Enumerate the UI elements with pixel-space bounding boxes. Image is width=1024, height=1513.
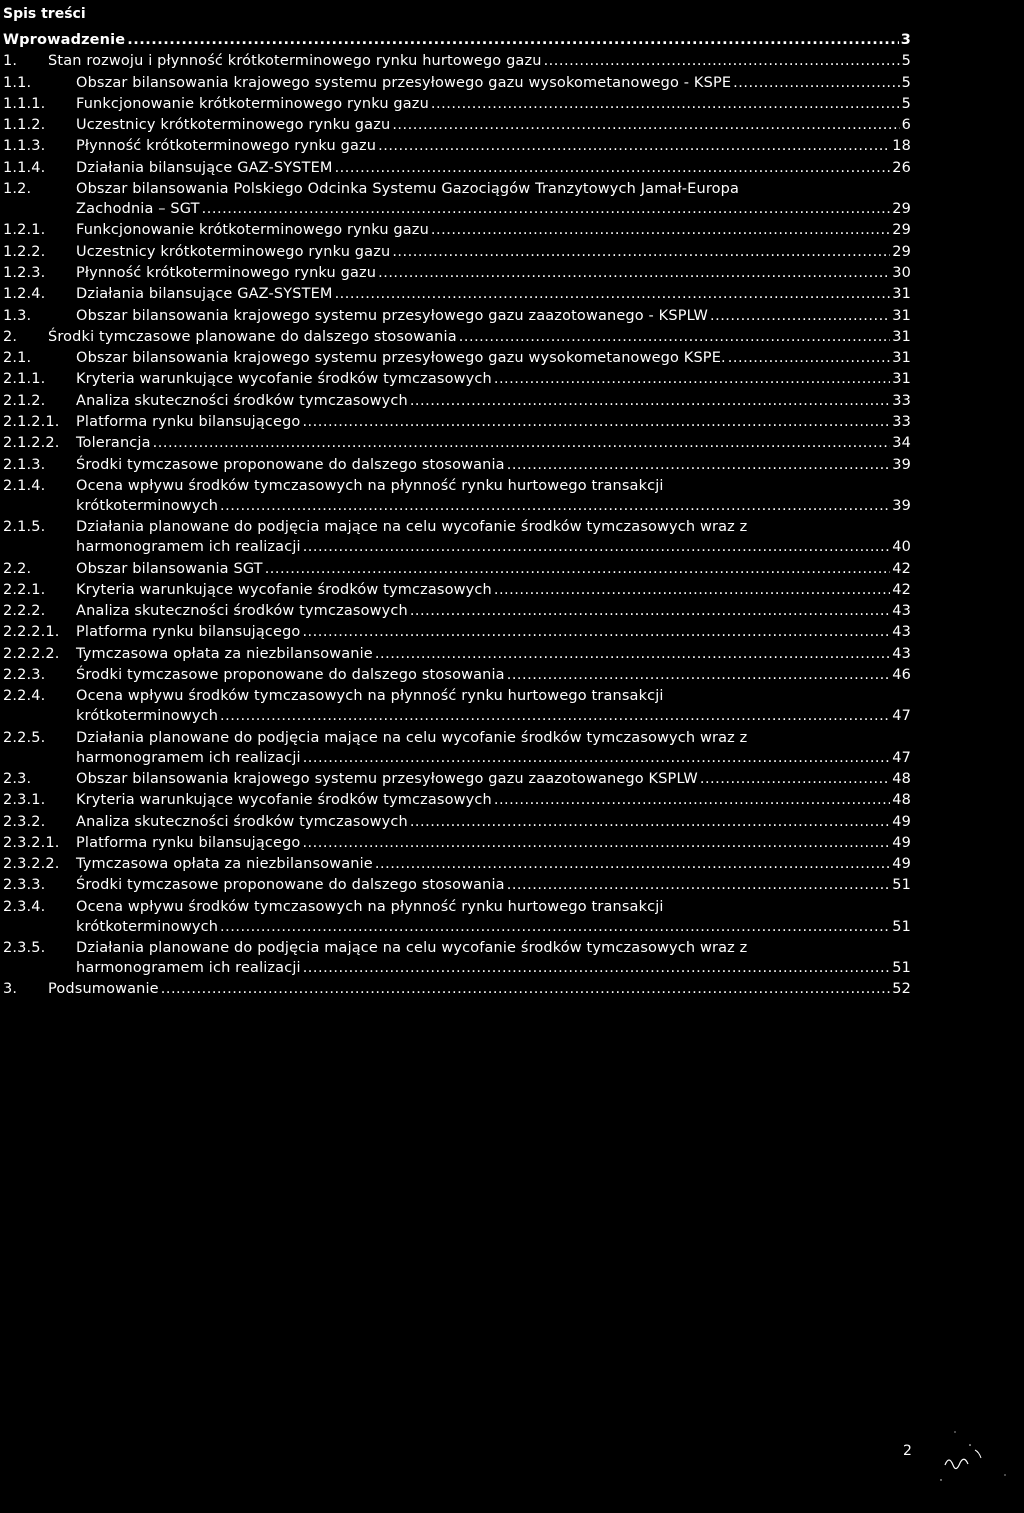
dot-leader xyxy=(220,496,890,516)
toc-entry-title-block xyxy=(76,476,911,516)
toc-entry-title: Tolerancja xyxy=(76,435,151,452)
toc-entry-page: 18 xyxy=(892,138,911,155)
dot-leader xyxy=(392,115,899,135)
toc-entry-title: Obszar bilansowania krajowego systemu przesyłowego gazu wysokometanowego KSPE. xyxy=(76,350,726,367)
dot-leader xyxy=(302,412,890,432)
toc-entry[interactable] xyxy=(0,622,1024,643)
toc-entry-page: 34 xyxy=(892,435,911,452)
toc-entry-title: Działania planowane do podjęcia mające na celu wycofanie środków tymczasowych wraz z xyxy=(76,939,748,956)
toc-entry-title-block xyxy=(76,220,911,240)
toc-entry-title-continued: harmonogramem ich realizacji xyxy=(76,959,301,976)
toc-entry-title-continued: krótkoterminowych xyxy=(76,918,219,935)
toc-entry-title-block xyxy=(76,875,911,895)
toc-entry-title-block xyxy=(76,136,911,156)
toc-entry-page: 31 xyxy=(892,328,911,345)
toc-entry-page: 5 xyxy=(901,95,911,112)
toc-entry-page: 42 xyxy=(892,560,911,577)
toc-heading: Spis treści xyxy=(3,6,86,22)
toc-entry-page: 48 xyxy=(892,770,911,787)
toc-entry[interactable] xyxy=(0,263,1024,284)
dot-leader xyxy=(302,833,890,853)
toc-entry-title: Platforma rynku bilansującego xyxy=(76,624,301,641)
dot-leader xyxy=(392,242,890,262)
dot-leader xyxy=(507,665,891,685)
dot-leader xyxy=(153,433,891,453)
dot-leader xyxy=(335,284,891,304)
dot-leader xyxy=(507,455,891,475)
toc-entry-title-block xyxy=(76,833,911,853)
toc-entry-page: 51 xyxy=(892,877,911,894)
toc-entry[interactable] xyxy=(0,391,1024,412)
toc-entry-number: 1.2. xyxy=(3,181,32,198)
toc-entry-title: Stan rozwoju i płynność krótkoterminowego rynku hurtowego gazu xyxy=(48,53,542,70)
toc-entry-number: 2.1.2.1. xyxy=(3,414,60,431)
toc-entry-number: 1.2.3. xyxy=(3,264,46,281)
toc-entry-title: Kryteria warunkujące wycofanie środków tymczasowych xyxy=(76,371,492,388)
toc-entry-title: Platforma rynku bilansującego xyxy=(76,414,301,431)
toc-entry-number: 2.3.2. xyxy=(3,813,46,830)
toc-entry-title: Działania bilansujące GAZ-SYSTEM xyxy=(76,159,333,176)
toc-entry-page: 29 xyxy=(892,222,911,239)
toc-entry-title: Płynność krótkoterminowego rynku gazu xyxy=(76,138,377,155)
toc-entry-title-block xyxy=(76,728,911,768)
dot-leader xyxy=(431,220,890,240)
toc-entry-page: 33 xyxy=(892,414,911,431)
toc-entry-title-block xyxy=(76,158,911,178)
toc-entry-page: 26 xyxy=(892,159,911,176)
toc-entry-page: 51 xyxy=(892,918,911,935)
toc-entry-page: 6 xyxy=(901,117,911,134)
dot-leader xyxy=(202,199,891,219)
dot-leader xyxy=(410,812,890,832)
toc-entry-title: Analiza skuteczności środków tymczasowych xyxy=(76,603,408,620)
toc-entry-number: 2.3.2.2. xyxy=(3,856,60,873)
toc-entry-page: 49 xyxy=(892,813,911,830)
toc-entry-title: Wprowadzenie xyxy=(3,32,126,48)
toc-entry-number: 3. xyxy=(3,981,18,998)
dot-leader xyxy=(507,875,891,895)
toc-entry-number: 1.1.3. xyxy=(3,138,46,155)
toc-entry[interactable] xyxy=(0,833,1024,854)
toc-entry-number: 1.1.1. xyxy=(3,95,46,112)
dot-leader xyxy=(375,644,890,664)
dot-leader xyxy=(431,94,900,114)
toc-entry-title-block xyxy=(76,433,911,453)
toc-entry-number: 2.1.5. xyxy=(3,519,46,536)
dot-leader xyxy=(303,748,891,768)
toc-entry-title-block xyxy=(76,938,911,978)
toc-entry-title: Tymczasowa opłata za niezbilansowanie xyxy=(76,645,373,662)
toc-entry-number: 2. xyxy=(3,328,18,345)
dot-leader xyxy=(459,327,890,347)
toc-entry[interactable] xyxy=(0,115,1024,136)
toc-entry-title: Płynność krótkoterminowego rynku gazu xyxy=(76,264,377,281)
toc-entry-title-continued: krótkoterminowych xyxy=(76,497,219,514)
toc-entry-page: 29 xyxy=(892,201,911,218)
toc-entry-page: 5 xyxy=(901,74,911,91)
toc-entry[interactable] xyxy=(0,769,1024,790)
toc-entry-title: Analiza skuteczności środków tymczasowych xyxy=(76,813,408,830)
dot-leader xyxy=(375,854,890,874)
toc-entry-number: 1.2.4. xyxy=(3,286,46,303)
toc-entry-title-block xyxy=(76,284,911,304)
toc-entry[interactable] xyxy=(0,686,1024,727)
toc-entry-title-block xyxy=(76,897,911,937)
toc-entry[interactable] xyxy=(0,644,1024,665)
toc-entry-page: 43 xyxy=(892,603,911,620)
toc-entry-title-block xyxy=(76,179,911,219)
toc-entry[interactable] xyxy=(0,665,1024,686)
toc-entry-number: 1.1. xyxy=(3,74,32,91)
toc-entry-number: 2.1.2. xyxy=(3,392,46,409)
dot-leader xyxy=(544,51,900,71)
toc-entry-title-block xyxy=(48,327,911,347)
toc-entry-number: 2.2.4. xyxy=(3,688,46,705)
toc-entry-number: 2.3.3. xyxy=(3,877,46,894)
toc-entry-title-block xyxy=(76,769,911,789)
dot-leader xyxy=(303,537,891,557)
toc-entry-page: 31 xyxy=(892,371,911,388)
toc-entry[interactable] xyxy=(0,179,1024,220)
toc-entry-number: 2.1. xyxy=(3,350,32,367)
toc-entry-number: 2.2.3. xyxy=(3,667,46,684)
toc-entry-title-block xyxy=(76,94,911,114)
toc-entry-number: 2.1.3. xyxy=(3,456,46,473)
toc-entry-title-block xyxy=(76,412,911,432)
toc-entry-title-block xyxy=(76,601,911,621)
toc-entry-page: 31 xyxy=(892,286,911,303)
toc-entry-title: Analiza skuteczności środków tymczasowych xyxy=(76,392,408,409)
dot-leader xyxy=(220,706,890,726)
toc-entry-title-block xyxy=(76,559,911,579)
toc-entry-number: 2.1.2.2. xyxy=(3,435,60,452)
toc-entry-title: Tymczasowa opłata za niezbilansowanie xyxy=(76,856,373,873)
toc-entry-title-block xyxy=(76,369,911,389)
toc-entry-number: 2.2.2.1. xyxy=(3,624,60,641)
toc-entry-number: 2.2.2. xyxy=(3,603,46,620)
toc-entry[interactable] xyxy=(0,30,1024,51)
toc-entry[interactable] xyxy=(0,94,1024,115)
toc-entry-number: 2.3.2.1. xyxy=(3,834,60,851)
toc-entry-title: Kryteria warunkujące wycofanie środków tymczasowych xyxy=(76,792,492,809)
toc-entry-page: 33 xyxy=(892,392,911,409)
toc-entry[interactable] xyxy=(0,580,1024,601)
toc-entry-number: 2.3.1. xyxy=(3,792,46,809)
toc-entry-title-block xyxy=(76,790,911,810)
toc-entry-title-block xyxy=(76,622,911,642)
toc-entry-title: Ocena wpływu środków tymczasowych na płynność rynku hurtowego transakcji xyxy=(76,477,664,494)
dot-leader xyxy=(303,958,891,978)
toc-entry[interactable] xyxy=(0,601,1024,622)
toc-entry-number: 2.2. xyxy=(3,560,32,577)
toc-entry-title-block xyxy=(76,812,911,832)
toc-entry[interactable] xyxy=(0,327,1024,348)
toc-entry[interactable] xyxy=(0,790,1024,811)
toc-entry-page: 31 xyxy=(892,350,911,367)
toc-entry-title: Środki tymczasowe proponowane do dalszego stosowania xyxy=(76,667,505,684)
dot-leader xyxy=(410,391,890,411)
toc-entry-title: Obszar bilansowania krajowego systemu przesyłowego gazu zaazotowanego KSPLW xyxy=(76,770,698,787)
toc-entry[interactable] xyxy=(0,158,1024,179)
toc-entry-title-continued: krótkoterminowych xyxy=(76,708,219,725)
dot-leader xyxy=(378,263,890,283)
toc-entry-title: Obszar bilansowania krajowego systemu przesyłowego gazu wysokometanowego - KSPE xyxy=(76,74,732,91)
toc-entry-page: 31 xyxy=(892,307,911,324)
toc-entry-page: 30 xyxy=(892,264,911,281)
dot-leader xyxy=(410,601,890,621)
toc-entry[interactable] xyxy=(0,220,1024,241)
toc-entry-title-block xyxy=(76,263,911,283)
toc-entry-title: Środki tymczasowe planowane do dalszego stosowania xyxy=(48,328,457,345)
toc-entry-number: 2.2.2.2. xyxy=(3,645,60,662)
toc-entry-page: 29 xyxy=(892,243,911,260)
toc-entry-title: Obszar bilansowania SGT xyxy=(76,560,263,577)
toc-entry-title-block xyxy=(48,979,911,999)
dot-leader xyxy=(265,559,891,579)
dot-leader xyxy=(494,369,890,389)
toc-entry-number: 1.2.2. xyxy=(3,243,46,260)
toc-entry[interactable] xyxy=(0,517,1024,558)
dot-leader xyxy=(302,622,890,642)
toc-entry-number: 1.2.1. xyxy=(3,222,46,239)
toc-entry-title-block xyxy=(76,580,911,600)
toc-entry[interactable] xyxy=(0,242,1024,263)
toc-entry[interactable] xyxy=(0,897,1024,938)
toc-entry-title: Uczestnicy krótkoterminowego rynku gazu xyxy=(76,243,391,260)
toc-entry-page: 52 xyxy=(892,981,911,998)
toc-entry-number: 1.3. xyxy=(3,307,32,324)
dot-leader xyxy=(127,30,899,50)
toc-entry-title: Obszar bilansowania Polskiego Odcinka Systemu Gazociągów Tranzytowych Jamał-Europa xyxy=(76,181,740,198)
toc-entry-page: 48 xyxy=(892,792,911,809)
toc-entry-number: 1.1.4. xyxy=(3,159,46,176)
toc-entry-page: 43 xyxy=(892,645,911,662)
toc-entry-number: 2.3.5. xyxy=(3,939,46,956)
dot-leader xyxy=(700,769,890,789)
toc-entry-title-block xyxy=(48,51,911,71)
toc-entry[interactable] xyxy=(0,559,1024,580)
toc-entry-page: 47 xyxy=(892,749,911,766)
dot-leader xyxy=(710,306,890,326)
toc-entry[interactable] xyxy=(0,812,1024,833)
toc-entry-title: Kryteria warunkujące wycofanie środków tymczasowych xyxy=(76,581,492,598)
toc-entry[interactable] xyxy=(0,728,1024,769)
dot-leader xyxy=(161,979,891,999)
toc-entry-number: 2.2.1. xyxy=(3,581,46,598)
toc-entry-number: 2.1.1. xyxy=(3,371,46,388)
dot-leader xyxy=(335,158,891,178)
toc-entry-title-continued: harmonogramem ich realizacji xyxy=(76,749,301,766)
toc-entry-title-block xyxy=(76,242,911,262)
toc-entry-title-block xyxy=(76,391,911,411)
toc-entry-title-block xyxy=(76,73,911,93)
toc-entry[interactable] xyxy=(0,306,1024,327)
toc-entry-title: Podsumowanie xyxy=(48,981,159,998)
toc-entry-title: Obszar bilansowania krajowego systemu przesyłowego gazu zaazotowanego - KSPLW xyxy=(76,307,708,324)
toc-entry-title: Działania bilansujące GAZ-SYSTEM xyxy=(76,286,333,303)
dot-leader xyxy=(728,348,890,368)
toc-entry[interactable] xyxy=(0,455,1024,476)
toc-entry-title: Uczestnicy krótkoterminowego rynku gazu xyxy=(76,117,391,134)
toc-entry[interactable] xyxy=(0,476,1024,517)
toc-entry[interactable] xyxy=(0,854,1024,875)
toc-entry-title-block xyxy=(76,665,911,685)
toc-entry-number: 1. xyxy=(3,53,18,70)
dot-leader xyxy=(378,136,890,156)
toc-entry-title: Funkcjonowanie krótkoterminowego rynku gazu xyxy=(76,222,429,239)
toc-entry-title: Platforma rynku bilansującego xyxy=(76,834,301,851)
toc-entry-page: 42 xyxy=(892,581,911,598)
toc-list xyxy=(0,30,1024,1001)
toc-entry-number: 2.2.5. xyxy=(3,729,46,746)
dot-leader xyxy=(733,73,899,93)
signature-scribble xyxy=(915,1420,1015,1500)
toc-entry-page: 3 xyxy=(900,32,911,48)
toc-entry-page: 43 xyxy=(892,624,911,641)
toc-entry-title: Działania planowane do podjęcia mające na celu wycofanie środków tymczasowych wraz z xyxy=(76,519,748,536)
toc-entry[interactable] xyxy=(0,433,1024,454)
toc-entry-page: 46 xyxy=(892,667,911,684)
toc-entry-title-continued: Zachodnia – SGT xyxy=(76,201,200,218)
toc-entry-page: 49 xyxy=(892,856,911,873)
toc-entry-title-block xyxy=(76,644,911,664)
toc-entry[interactable] xyxy=(0,136,1024,157)
page-number: 2 xyxy=(903,1443,912,1459)
toc-entry-number: 2.3. xyxy=(3,770,32,787)
toc-entry-number: 2.1.4. xyxy=(3,477,46,494)
toc-entry-title: Ocena wpływu środków tymczasowych na płynność rynku hurtowego transakcji xyxy=(76,688,664,705)
toc-entry[interactable] xyxy=(0,51,1024,72)
toc-entry-title-block xyxy=(76,455,911,475)
toc-entry-number: 2.3.4. xyxy=(3,898,46,915)
toc-entry[interactable] xyxy=(0,348,1024,369)
toc-entry-page: 39 xyxy=(892,497,911,514)
toc-entry-page: 47 xyxy=(892,708,911,725)
toc-entry-title-block xyxy=(76,348,911,368)
toc-entry[interactable] xyxy=(0,369,1024,390)
toc-entry-title-block xyxy=(76,517,911,557)
dot-leader xyxy=(494,790,890,810)
toc-entry[interactable] xyxy=(0,73,1024,94)
toc-entry[interactable] xyxy=(0,284,1024,305)
toc-entry-title: Działania planowane do podjęcia mające na celu wycofanie środków tymczasowych wraz z xyxy=(76,729,748,746)
toc-entry[interactable] xyxy=(0,412,1024,433)
toc-entry[interactable] xyxy=(0,979,1024,1000)
toc-entry-title: Funkcjonowanie krótkoterminowego rynku gazu xyxy=(76,95,429,112)
toc-entry-title-block xyxy=(76,115,911,135)
toc-entry-title: Środki tymczasowe proponowane do dalszego stosowania xyxy=(76,877,505,894)
toc-entry-title-continued: harmonogramem ich realizacji xyxy=(76,539,301,556)
toc-entry[interactable] xyxy=(0,938,1024,979)
toc-entry-page: 49 xyxy=(892,834,911,851)
toc-entry-title-block xyxy=(3,30,911,50)
toc-entry-title: Środki tymczasowe proponowane do dalszego stosowania xyxy=(76,456,505,473)
toc-entry-page: 39 xyxy=(892,456,911,473)
toc-entry-title-block xyxy=(76,686,911,726)
toc-entry-page: 40 xyxy=(892,539,911,556)
toc-entry-title-block xyxy=(76,854,911,874)
toc-entry[interactable] xyxy=(0,875,1024,896)
dot-leader xyxy=(220,917,890,937)
toc-entry-number: 1.1.2. xyxy=(3,117,46,134)
toc-entry-title-block xyxy=(76,306,911,326)
dot-leader xyxy=(494,580,890,600)
toc-entry-page: 5 xyxy=(901,53,911,70)
toc-entry-page: 51 xyxy=(892,959,911,976)
toc-entry-title: Ocena wpływu środków tymczasowych na płynność rynku hurtowego transakcji xyxy=(76,898,664,915)
